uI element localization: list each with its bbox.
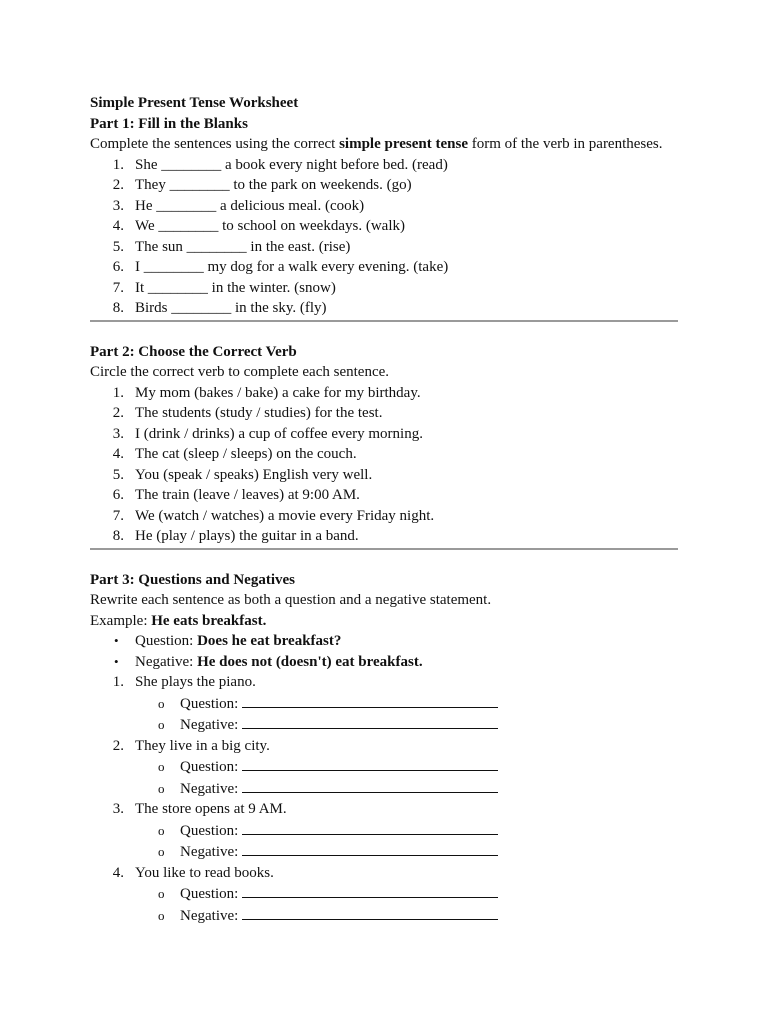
part3-answer-lines: [90, 820, 678, 863]
negative-label: Negative:: [180, 717, 239, 733]
example-negative-text: He does not (doesn't) eat breakfast.: [197, 653, 423, 670]
part1-instruction-bold: simple present tense: [339, 136, 468, 152]
part2-item: [90, 444, 678, 465]
item-text: They live in a big city.: [135, 737, 270, 754]
item-text: I (drink / drinks) a cup of coffee every morning.: [135, 425, 423, 442]
part3-list: [90, 799, 678, 820]
item-number: 4.: [112, 218, 124, 234]
sub-bullet-icon: o: [158, 695, 165, 711]
item-text: He (play / plays) the guitar in a band.: [135, 528, 359, 544]
question-answer-line: [90, 693, 678, 715]
question-label: Question:: [180, 759, 239, 775]
question-answer-line: [90, 820, 678, 842]
negative-answer-line: [90, 778, 678, 800]
part3-instruction: Rewrite each sentence as both a question and a negative statement.: [90, 592, 492, 608]
part1-item: [90, 216, 678, 237]
item-text: She ________ a book every night before bed. (read): [135, 156, 448, 173]
item-number: 4.: [112, 446, 124, 462]
part3-answer-lines: [90, 883, 678, 926]
example-question-text: Does he eat breakfast?: [197, 633, 342, 649]
sub-bullet-icon: o: [158, 759, 165, 774]
part3-item: [90, 863, 678, 884]
negative-blank[interactable]: [242, 905, 498, 920]
section-spacer: [90, 550, 678, 570]
example-negative-label: Negative:: [135, 653, 198, 670]
item-number: 2.: [112, 405, 124, 421]
example-line: [90, 611, 678, 632]
item-text: The students (study / studies) for the test.: [135, 405, 383, 421]
part3-answer-lines: [90, 693, 678, 736]
item-number: 2.: [112, 177, 124, 193]
item-number: 6.: [112, 259, 124, 275]
negative-label: Negative:: [180, 907, 239, 924]
negative-blank[interactable]: [242, 841, 498, 856]
question-label: Question:: [180, 886, 239, 902]
item-number: 5.: [112, 238, 124, 255]
part1-item: [90, 155, 678, 176]
part1-item: [90, 237, 678, 258]
sub-bullet-icon: o: [158, 780, 165, 796]
item-text: You like to read books.: [135, 864, 274, 881]
example-label: Example:: [90, 612, 152, 629]
negative-answer-line: [90, 841, 678, 863]
item-text: You (speak / speaks) English very well.: [135, 466, 373, 483]
part1-instruction-pre: Complete the sentences using the correct: [90, 136, 340, 152]
question-answer-line: [90, 756, 678, 778]
part1-item: [90, 298, 678, 319]
worksheet-page: [90, 93, 678, 926]
part3-item: [90, 672, 678, 693]
sub-bullet-icon: o: [158, 717, 165, 732]
question-blank[interactable]: [242, 883, 498, 898]
question-blank[interactable]: [242, 756, 498, 771]
item-text: She plays the piano.: [135, 674, 256, 690]
question-blank[interactable]: [242, 820, 498, 835]
part2-item: [90, 424, 678, 445]
part2-item: [90, 465, 678, 486]
item-number: 7.: [112, 507, 124, 524]
item-number: 7.: [112, 279, 124, 296]
negative-answer-line: [90, 714, 678, 736]
item-number: 2.: [112, 737, 124, 754]
item-text: The sun ________ in the east. (rise): [135, 238, 351, 255]
example-bullets: [90, 631, 678, 672]
item-text: The cat (sleep / sleeps) on the couch.: [135, 446, 357, 462]
part2-list: [90, 383, 678, 547]
part3-answer-lines: [90, 756, 678, 799]
example-negative: [90, 652, 678, 673]
worksheet-title: Simple Present Tense Worksheet: [90, 95, 299, 111]
item-text: My mom (bakes / bake) a cake for my birthday.: [135, 384, 421, 401]
part1-list: [90, 155, 678, 319]
part1-item: [90, 278, 678, 299]
part1-item: [90, 257, 678, 278]
part3-list: [90, 672, 678, 693]
part1-instruction: [90, 134, 678, 155]
bullet-icon: •: [114, 633, 119, 648]
negative-blank[interactable]: [242, 714, 498, 729]
part3-heading: Part 3: Questions and Negatives: [90, 571, 295, 588]
item-number: 4.: [112, 864, 124, 881]
item-number: 6.: [112, 487, 124, 503]
part1-heading: Part 1: Fill in the Blanks: [90, 115, 248, 132]
part3-list: [90, 863, 678, 884]
part3-list: [90, 736, 678, 757]
item-number: 1.: [112, 384, 124, 401]
item-text: They ________ to the park on weekends. (go): [135, 177, 412, 193]
item-number: 1.: [112, 156, 124, 173]
item-number: 8.: [112, 300, 124, 316]
sub-bullet-icon: o: [158, 822, 165, 838]
item-number: 3.: [112, 801, 124, 817]
item-number: 3.: [112, 197, 124, 214]
example-question: [90, 631, 678, 652]
part2-item: [90, 506, 678, 527]
part2-item: [90, 403, 678, 424]
negative-label: Negative:: [180, 844, 239, 860]
example-question-label: Question:: [135, 633, 198, 649]
example-sentence: He eats breakfast.: [151, 612, 267, 629]
item-text: We ________ to school on weekdays. (walk): [135, 218, 405, 234]
sub-bullet-icon: o: [158, 886, 165, 901]
part3-item: [90, 799, 678, 820]
negative-blank[interactable]: [242, 778, 498, 793]
item-number: 8.: [112, 528, 124, 544]
question-blank[interactable]: [242, 693, 498, 708]
sub-bullet-icon: o: [158, 907, 165, 923]
question-label: Question:: [180, 695, 239, 712]
negative-label: Negative:: [180, 780, 239, 797]
item-text: It ________ in the winter. (snow): [135, 279, 336, 296]
sub-bullet-icon: o: [158, 844, 165, 859]
part1-item: [90, 175, 678, 196]
item-number: 1.: [112, 674, 124, 690]
item-text: The train (leave / leaves) at 9:00 AM.: [135, 487, 360, 503]
part2-item: [90, 383, 678, 404]
part2-item: [90, 485, 678, 506]
item-number: 5.: [112, 466, 124, 483]
question-label: Question:: [180, 822, 239, 839]
item-text: We (watch / watches) a movie every Friday night.: [135, 507, 435, 524]
section-spacer: [90, 322, 678, 342]
part1-instruction-post: form of the verb in parentheses.: [467, 136, 663, 152]
bullet-icon: •: [114, 653, 119, 669]
negative-answer-line: [90, 905, 678, 927]
part1-item: [90, 196, 678, 217]
item-text: The store opens at 9 AM.: [135, 801, 287, 817]
part2-heading: Part 2: Choose the Correct Verb: [90, 343, 297, 360]
item-number: 3.: [112, 425, 124, 442]
question-answer-line: [90, 883, 678, 905]
item-text: Birds ________ in the sky. (fly): [135, 300, 327, 316]
item-text: I ________ my dog for a walk every evening. (take): [135, 259, 449, 275]
item-text: He ________ a delicious meal. (cook): [135, 197, 365, 214]
part2-item: [90, 526, 678, 547]
part3-item: [90, 736, 678, 757]
part2-instruction: Circle the correct verb to complete each sentence.: [90, 364, 390, 380]
